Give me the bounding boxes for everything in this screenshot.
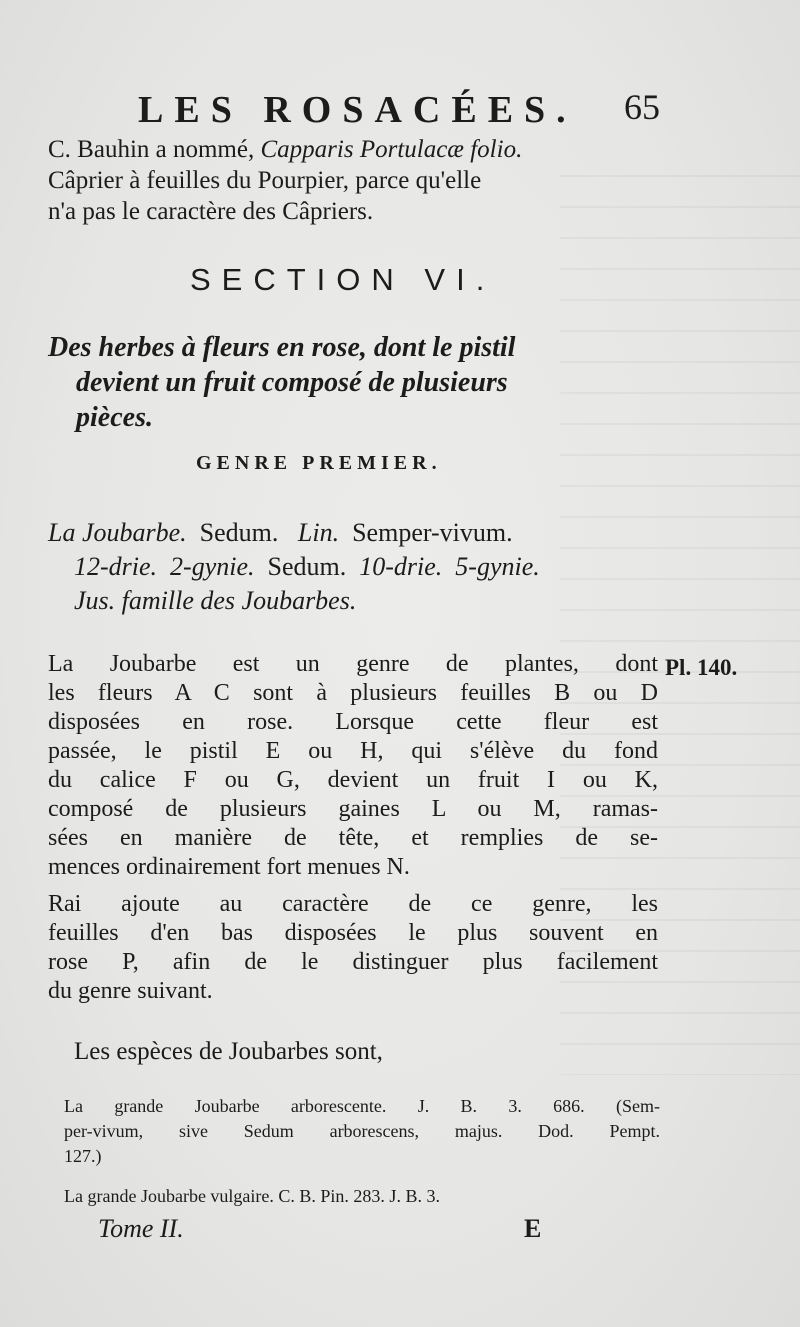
paragraph-2-line: rose P, afin de le distinguer plus facilement	[48, 949, 658, 975]
section-title: SECTION VI.	[190, 262, 496, 297]
paragraph-1-line: mences ordinairement fort menues N.	[48, 854, 410, 880]
section-subtitle-line-1: Des herbes à fleurs en rose, dont le pistil	[48, 332, 516, 363]
genre-heading: GENRE PREMIER.	[196, 452, 442, 474]
paragraph-1-line: passée, le pistil E ou H, qui s'élève du fond	[48, 738, 658, 764]
intro-line-1-text: C. Bauhin a nommé,	[48, 136, 255, 163]
nomenclature-row-2	[48, 550, 658, 584]
nomen-joubarbe: La Joubarbe.	[48, 518, 187, 547]
nomen-lin: Lin.	[297, 518, 340, 547]
paragraph-1-line: sées en manière de tête, et remplies de se-	[48, 825, 658, 851]
paragraph-1-line: La Joubarbe est un genre de plantes, dont	[48, 651, 658, 677]
section-subtitle-line-3: pièces.	[76, 402, 153, 433]
volume-label: Tome II.	[98, 1214, 184, 1243]
nomen-10-drie: 10-drie.	[359, 552, 443, 581]
nomenclature-row-3: Jus. famille des Joubarbes.	[74, 586, 357, 615]
reference-line: 127.)	[64, 1146, 102, 1166]
page-number: 65	[624, 87, 660, 127]
intro-line-2: Câprier à feuilles du Pourpier, parce qu'elle	[48, 167, 482, 194]
reference-line: La grande Joubarbe vulgaire. C. B. Pin. 283. J. B. 3.	[64, 1186, 440, 1206]
nomen-12-drie: 12-drie.	[74, 552, 158, 581]
reference-line: La grande Joubarbe arborescente. J. B. 3. 686. (Sem-	[64, 1096, 660, 1116]
reference-line: per-vivum, sive Sedum arborescens, majus. Dod. Pempt.	[64, 1121, 660, 1141]
section-subtitle	[48, 330, 660, 435]
signature-mark: E	[524, 1214, 542, 1243]
paragraph-2-line: feuilles d'en bas disposées le plus souvent en	[48, 920, 658, 946]
running-head	[130, 82, 660, 132]
paragraph-1-line: du calice F ou G, devient un fruit I ou K,	[48, 767, 658, 793]
section-subtitle-line-2: devient un fruit composé de plusieurs	[76, 367, 508, 398]
paragraph-1-line: composé de plusieurs gaines L ou M, ramas-	[48, 796, 658, 822]
intro-paragraph	[48, 134, 658, 227]
paragraph-2	[48, 890, 658, 1006]
paragraph-1	[48, 650, 658, 882]
running-head-title: LES ROSACÉES.	[138, 89, 577, 131]
paragraph-1-line: les fleurs A C sont à plusieurs feuilles B ou D	[48, 680, 658, 706]
intro-line-3: n'a pas le caractère des Câpriers.	[48, 198, 374, 225]
species-reference-2	[48, 1184, 660, 1209]
nomen-5-gynie: 5-gynie.	[455, 552, 540, 581]
nomen-semper-vivum: Semper-vivum.	[352, 518, 513, 547]
plate-reference: Pl. 140.	[665, 655, 738, 680]
intro-line-1	[48, 134, 658, 165]
species-reference-1	[48, 1094, 660, 1169]
paragraph-1-line: disposées en rose. Lorsque cette fleur est	[48, 709, 658, 735]
intro-line-1-italic: Capparis Portulacæ folio.	[260, 136, 523, 163]
paragraph-2-line: du genre suivant.	[48, 978, 213, 1004]
nomen-sedum-2: Sedum.	[267, 552, 347, 581]
paragraph-3: Les espèces de Joubarbes sont,	[74, 1038, 383, 1065]
nomenclature	[48, 516, 658, 618]
nomenclature-row-1	[48, 516, 658, 550]
nomen-sedum: Sedum.	[199, 518, 279, 547]
nomen-2-gynie: 2-gynie.	[170, 552, 255, 581]
paragraph-2-line: Rai ajoute au caractère de ce genre, les	[48, 891, 658, 917]
